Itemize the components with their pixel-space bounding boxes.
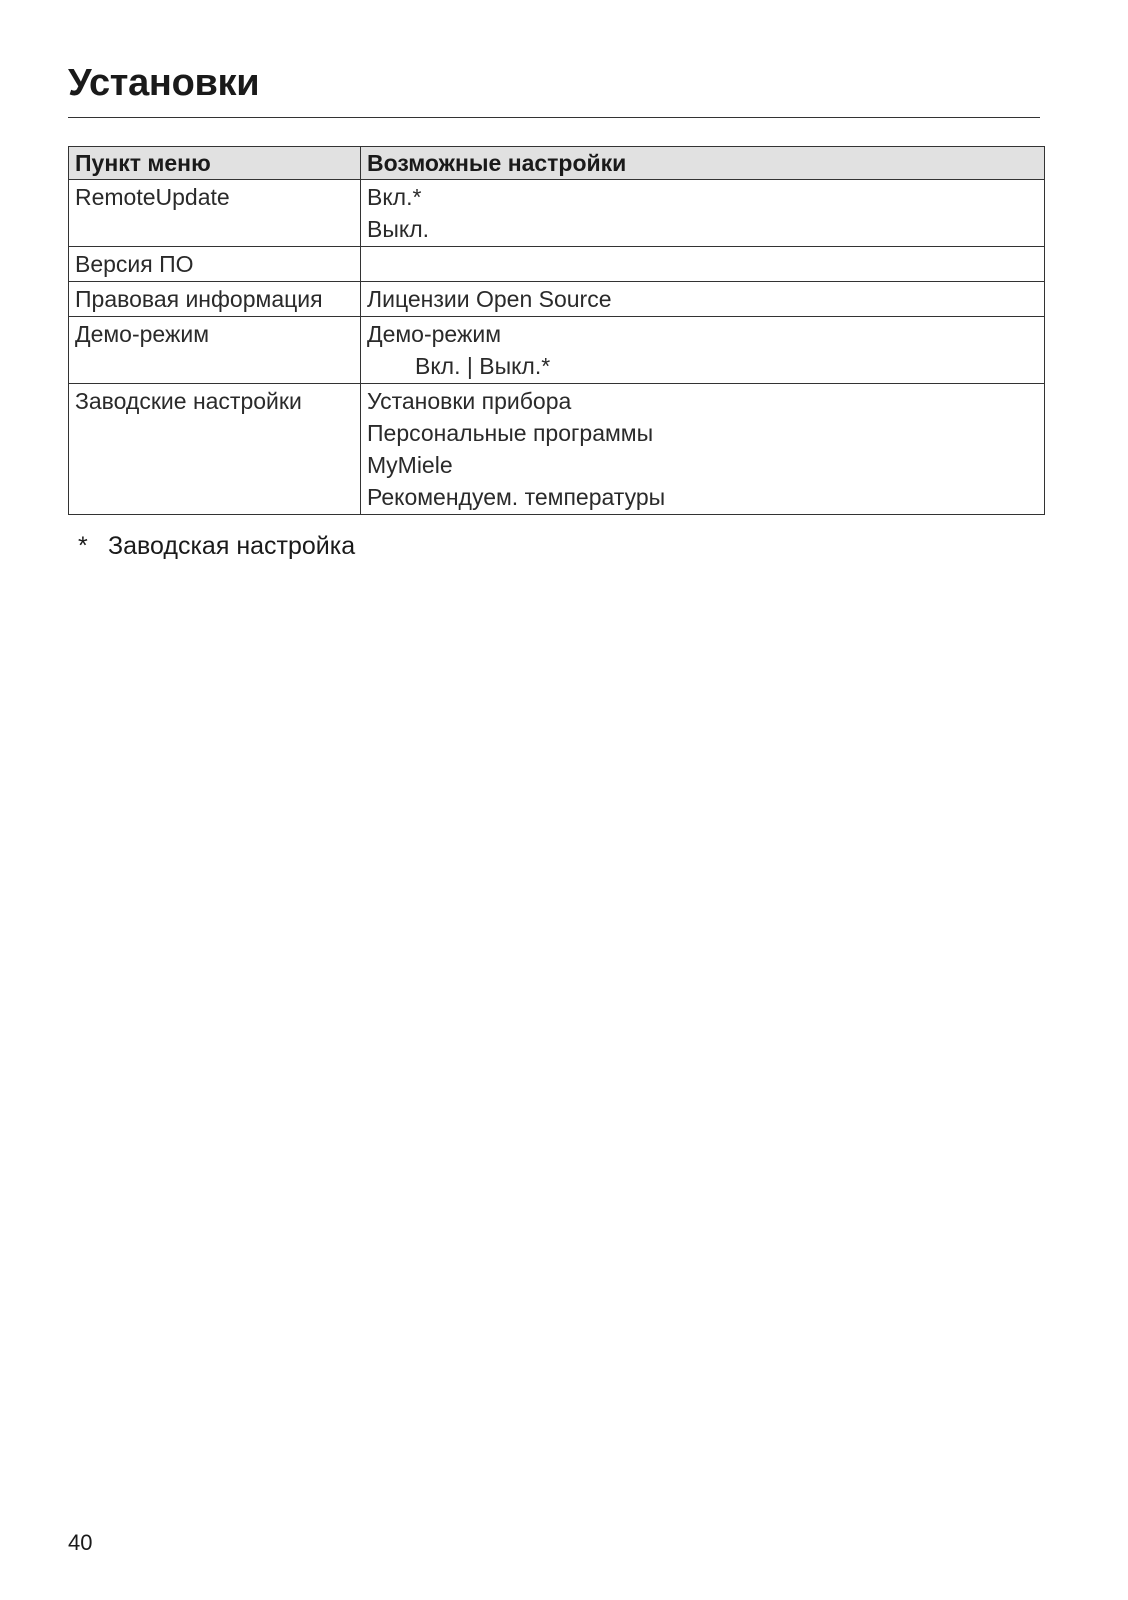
table-header-row [69, 147, 1045, 180]
option-text: Демо-режим [367, 321, 502, 347]
title-divider [68, 117, 1040, 118]
menu-item-cell [69, 384, 361, 515]
menu-item-label: Заводские настройки [75, 388, 302, 414]
menu-item-label: Демо-режим [75, 321, 210, 347]
table-row [69, 384, 1045, 515]
option-text: Персональные программы [367, 420, 654, 446]
options-cell [361, 180, 1045, 247]
option-subvalues: Вкл. | Выкл.* [415, 353, 551, 379]
option-text: MyMiele [367, 452, 453, 478]
settings-table [68, 146, 1045, 515]
table-row [69, 282, 1045, 317]
options-cell [361, 247, 1045, 282]
menu-item-label: Версия ПО [75, 251, 194, 277]
menu-item-cell [69, 317, 361, 384]
empty-option [367, 248, 1038, 280]
footnote-text: Заводская настройка [108, 532, 356, 560]
menu-item-cell [69, 180, 361, 247]
page-number: 40 [68, 1530, 93, 1555]
column-header-possible-settings: Возможные настройки [361, 147, 1045, 180]
footnote [78, 532, 355, 561]
menu-item-label: Правовая информация [75, 286, 323, 312]
options-cell [361, 384, 1045, 515]
footnote-mark: * [78, 532, 88, 560]
menu-item-cell [69, 247, 361, 282]
table-row [69, 180, 1045, 247]
options-cell [361, 282, 1045, 317]
option-text: Лицензии Open Source [367, 286, 612, 312]
option-text: Выкл. [367, 216, 430, 242]
menu-item-label: RemoteUpdate [75, 184, 230, 210]
option-text: Рекомендуем. температуры [367, 484, 666, 510]
column-header-menu-item: Пункт меню [69, 147, 361, 180]
option-text: Вкл.* [367, 184, 422, 210]
page-title: Установки [68, 62, 260, 104]
option-text: Установки прибора [367, 388, 572, 414]
table-row [69, 317, 1045, 384]
options-cell [361, 317, 1045, 384]
menu-item-cell [69, 282, 361, 317]
table-row [69, 247, 1045, 282]
